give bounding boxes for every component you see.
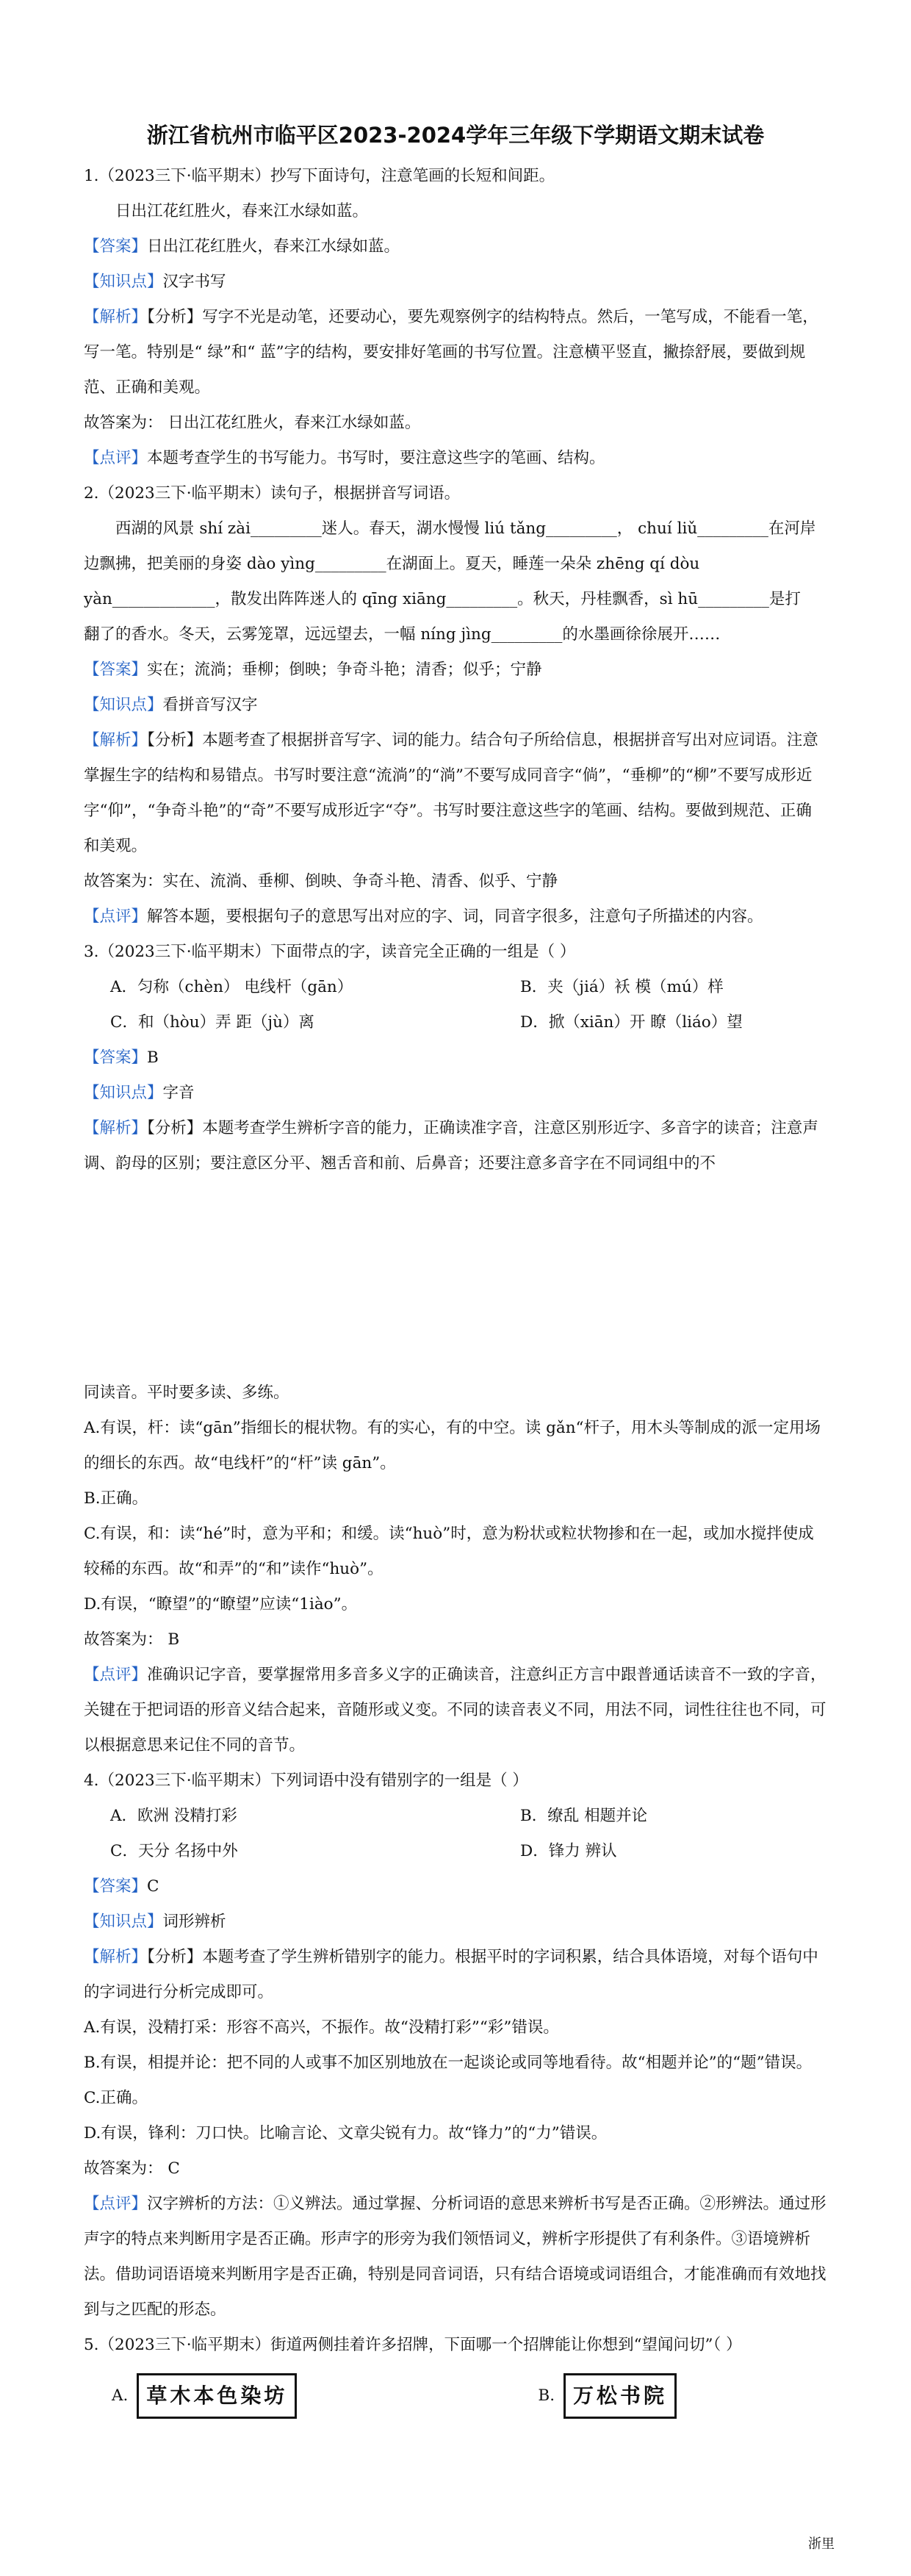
q3-knowledge-point: 【知识点】字音 <box>84 1084 195 1102</box>
page-title: 浙江省杭州市临平区2023-2024学年三年级下学期语文期末试卷 <box>146 123 765 148</box>
analysis-tag: 【解析】 <box>84 1119 148 1137</box>
comment-tag: 【点评】 <box>84 1666 148 1684</box>
q2-final: 故答案为：实在、流淌、垂柳、倒映、争奇斗艳、清香、似乎、宁静 <box>84 872 558 891</box>
q4-answer: 【答案】C <box>84 1877 159 1896</box>
q4-explain-d: D.有误，锋利：刀口快。比喻言论、文章尖锐有力。故“锋力”的“力”错误。 <box>84 2124 608 2143</box>
q4-option-a: A．欧洲 没精打彩 <box>110 1807 237 1825</box>
q2-passage-line: yàn_____________，散发出阵阵迷人的 qīng xiāng_________。秋天，丹桂飘香，sì hū_________是打 <box>84 590 801 608</box>
kp-tag: 【知识点】 <box>84 1913 163 1931</box>
q3-option-d: D．掀（xiān）开 瞭（liáo）望 <box>520 1013 743 1032</box>
q1-poem: 日出江花红胜火，春来江水绿如蓝。 <box>115 202 369 220</box>
comment-tag: 【点评】 <box>84 2195 148 2213</box>
q4-final: 故答案为： C <box>84 2159 180 2178</box>
signboard-b: 万松书院 <box>563 2373 677 2419</box>
comment-tag: 【点评】 <box>84 449 148 467</box>
analysis-tag: 【解析】 <box>84 308 148 326</box>
q4-options-row <box>84 1799 827 1834</box>
kp-tag: 【知识点】 <box>84 1084 163 1102</box>
analysis-tag: 【解析】 <box>84 1948 148 1966</box>
q1-analysis: 【解析】【分析】写字不光是动笔，还要动心，要先观察例字的结构特点。然后，一笔写成，不能看一笔，写一笔。特别是“ 绿”和“ 蓝”字的结构，要安排好笔画的书写位置。注意横平竖直，撇捺舒展，要做到规范、正确和美观。 <box>84 308 818 397</box>
q3-comment: 【点评】准确识记字音，要掌握常用多音多义字的正确读音，注意纠正方言中跟普通话读音不一致的字音，关键在于把词语的形音义结合起来，音随形或义变。不同的读音表义不同，用法不同，词性往往也不同，可以根据意思来记住不同的音节。 <box>84 1666 827 1755</box>
q2-passage-line: 边飘拂，把美丽的身姿 dào yìng_________在湖面上。夏天，睡莲一朵朵 zhēng qí dòu <box>84 555 700 573</box>
q5-stem: 5.（2023三下·临平期末）街道两侧挂着许多招牌，下面哪一个招牌能让你想到“望闻问切”（ ） <box>84 2336 742 2354</box>
q3-options-row <box>84 970 827 1005</box>
q4-explain-b: B.有误，相提并论：把不同的人或事不加区别地放在一起谈论或同等地看待。故“相题并论”的“题”错误。 <box>84 2054 813 2072</box>
kp-tag: 【知识点】 <box>84 273 163 291</box>
q3-explain-c: C.有误，和：读“hé”时，意为平和；和缓。读“huò”时，意为粉状或粒状物掺和在一起，或加水搅拌使成较稀的东西。故“和弄”的“和”读作“huò”。 <box>84 1525 814 1578</box>
q4-analysis: 【解析】【分析】本题考查了学生辨析错别字的能力。根据平时的字词积累，结合具体语境，对每个语句中的字词进行分析完成即可。 <box>84 1948 818 2001</box>
q5-label-b: B. <box>538 2386 555 2405</box>
q3-option-a: A．匀称（chèn） 电线杆（gān） <box>110 978 353 996</box>
answer-tag: 【答案】 <box>84 1877 148 1896</box>
signboard-a: 草木本色染坊 <box>137 2373 297 2419</box>
comment-tag: 【点评】 <box>84 907 148 926</box>
q2-answer: 【答案】实在；流淌；垂柳；倒映；争奇斗艳；清香；似乎；宁静 <box>84 661 542 679</box>
q2-knowledge-point: 【知识点】看拼音写汉字 <box>84 696 258 714</box>
q4-knowledge-point: 【知识点】词形辨析 <box>84 1913 226 1931</box>
q2-stem: 2.（2023三下·临平期末）读句子，根据拼音写词语。 <box>84 484 461 503</box>
q4-option-d: D．锋力 辨认 <box>520 1842 617 1860</box>
q2-analysis: 【解析】【分析】本题考查了根据拼音写字、词的能力。结合句子所给信息，根据拼音写出对应词语。注意掌握生字的结构和易错点。书写时要注意“流淌”的“淌”不要写成同音字“倘”，“垂柳”的“柳”不要写成形近字“仰”，“争奇斗艳”的“奇”不要写成形近字“夺”。书写时要注意这些字的笔画、结构。要做到规范、正确和美观。 <box>84 731 818 855</box>
answer-tag: 【答案】 <box>84 661 148 679</box>
q2-passage-line: 翻了的香水。冬天，云雾笼罩，远远望去，一幅 níng jìng_________的水墨画徐徐展开…… <box>84 625 721 644</box>
q3-final: 故答案为： B <box>84 1630 180 1649</box>
q3-answer: 【答案】B <box>84 1048 159 1067</box>
q4-explain-c: C.正确。 <box>84 2089 148 2107</box>
kp-tag: 【知识点】 <box>84 696 163 714</box>
q3-option-c: C．和（hòu）弄 距（jù）离 <box>110 1013 314 1032</box>
q3-explain-d: D.有误，“瞭望”的“瞭望”应读“1iào”。 <box>84 1595 358 1613</box>
q1-final: 故答案为： 日出江花红胜火，春来江水绿如蓝。 <box>84 414 421 432</box>
answer-tag: 【答案】 <box>84 237 148 256</box>
page-footer: 浙里 <box>808 2536 835 2552</box>
q4-options-row <box>84 1834 827 1869</box>
q3-explain-b: B.正确。 <box>84 1489 148 1508</box>
q2-comment: 【点评】解答本题，要根据句子的意思写出对应的字、词，同音字很多，注意句子所描述的内容。 <box>84 907 763 926</box>
q4-stem: 4.（2023三下·临平期末）下列词语中没有错别字的一组是（ ） <box>84 1771 528 1790</box>
q4-comment: 【点评】汉字辨析的方法：①义辨法。通过掌握、分析词语的意思来辨析书写是否正确。②形辨法。通过形声字的特点来判断用字是否正确。形声字的形旁为我们领悟词义，辨析字形提供了有利条件。③语境辨析法。借助词语语境来判断用字是否正确，特别是同音词语，只有结合语境或词语组合，才能准确而有效地找到与之匹配的形态。 <box>84 2195 827 2319</box>
upper-content <box>84 159 827 1181</box>
answer-tag: 【答案】 <box>84 1048 148 1067</box>
q3-option-b: B．夹（jiá）袄 模（mú）样 <box>520 978 724 996</box>
q1-stem: 1.（2023三下·临平期末）抄写下面诗句，注意笔画的长短和间距。 <box>84 167 555 185</box>
q3-options-row <box>84 1005 827 1040</box>
lower-content <box>84 1375 827 2429</box>
q5-options-row <box>84 2363 827 2429</box>
q1-comment: 【点评】本题考查学生的书写能力。书写时，要注意这些字的笔画、结构。 <box>84 449 605 467</box>
q4-option-b: B．缭乱 相题并论 <box>520 1807 648 1825</box>
analysis-tag: 【解析】 <box>84 731 148 749</box>
q5-label-a: A. <box>112 2386 129 2405</box>
q3-stem: 3.（2023三下·临平期末）下面带点的字，读音完全正确的一组是（ ） <box>84 943 576 961</box>
q1-knowledge-point: 【知识点】汉字书写 <box>84 273 226 291</box>
q3-explain-a: A.有误，杆：读“gān”指细长的棍状物。有的实心，有的中空。读 gǎn“杆子，用木头等制成的派一定用场的细长的东西。故“电线杆”的“杆”读 gān”。 <box>84 1419 821 1472</box>
q4-explain-a: A.有误，没精打采：形容不高兴，不振作。故“没精打彩”“彩”错误。 <box>84 2018 559 2037</box>
q2-passage-line: 西湖的风景 shí zài_________迷人。春天，湖水慢慢 liú tǎng_________， chuí liǔ_________在河岸 <box>115 519 816 538</box>
q4-option-c: C．天分 名扬中外 <box>110 1842 238 1860</box>
q3-analysis-continued: 同读音。平时要多读、多练。 <box>84 1384 289 1402</box>
q1-answer: 【答案】日出江花红胜火，春来江水绿如蓝。 <box>84 237 400 256</box>
q3-analysis: 【解析】【分析】本题考查学生辨析字音的能力，正确读准字音，注意区别形近字、多音字的读音；注意声调、韵母的区别；要注意区分平、翘舌音和前、后鼻音；还要注意多音字在不同词组中的不 <box>84 1119 818 1173</box>
